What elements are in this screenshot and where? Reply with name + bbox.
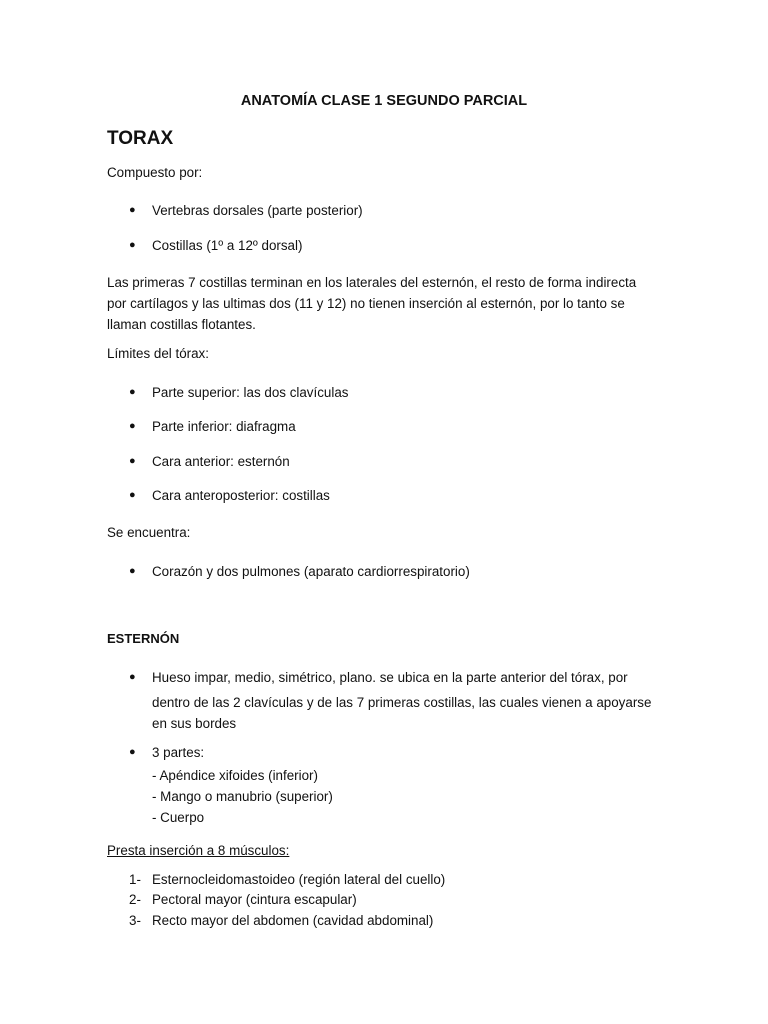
- bullet-marker: ●: [129, 671, 136, 683]
- limits-label: Límites del tórax:: [107, 346, 209, 361]
- document-title: ANATOMÍA CLASE 1 SEGUNDO PARCIAL: [240, 93, 528, 109]
- numbered-list-item: Pectoral mayor (cintura escapular): [152, 892, 357, 907]
- list-number: 1-: [129, 872, 141, 887]
- list-item: Cara anterior: esternón: [152, 454, 290, 469]
- sub-list-item: - Apéndice xifoides (inferior): [152, 768, 318, 783]
- sub-list-item: - Cuerpo: [152, 810, 205, 825]
- list-item: Hueso impar, medio, simétrico, plano. se ubica en la parte anterior del tórax, por: [152, 670, 628, 685]
- paragraph-line: Las primeras 7 costillas terminan en los laterales del esternón, el resto de forma indirecta: [107, 275, 637, 290]
- list-item: Parte superior: las dos clavículas: [152, 385, 349, 400]
- paragraph-line: por cartílagos y las ultimas dos (11 y 12) no tienen inserción al esternón, por lo tanto se: [107, 296, 625, 311]
- contents-label: Se encuentra:: [107, 525, 191, 540]
- list-item: Corazón y dos pulmones (aparato cardiorrespiratorio): [152, 564, 470, 579]
- muscles-label: Presta inserción a 8 músculos:: [107, 843, 290, 858]
- section-heading-torax: TORAX: [107, 128, 174, 149]
- list-number: 2-: [129, 892, 141, 907]
- list-item: Vertebras dorsales (parte posterior): [152, 203, 363, 218]
- bullet-marker: ●: [129, 386, 136, 398]
- numbered-list-item: Recto mayor del abdomen (cavidad abdominal): [152, 913, 434, 928]
- list-item: Parte inferior: diafragma: [152, 419, 296, 434]
- list-item: Costillas (1º a 12º dorsal): [152, 238, 303, 253]
- bullet-marker: ●: [129, 239, 136, 251]
- list-number: 3-: [129, 913, 141, 928]
- bullet-marker: ●: [129, 455, 136, 467]
- bullet-marker: ●: [129, 489, 136, 501]
- section-heading-esternon: ESTERNÓN: [107, 631, 180, 646]
- bullet-marker: ●: [129, 565, 136, 577]
- bullet-marker: ●: [129, 204, 136, 216]
- numbered-list-item: Esternocleidomastoideo (región lateral del cuello): [152, 872, 446, 887]
- list-item: 3 partes:: [152, 745, 205, 760]
- bullet-marker: ●: [129, 746, 136, 758]
- list-item-continuation: en sus bordes: [152, 716, 237, 731]
- list-item-continuation: dentro de las 2 clavículas y de las 7 primeras costillas, las cuales vienen a apoyarse: [152, 695, 652, 710]
- sub-list-item: - Mango o manubrio (superior): [152, 789, 333, 804]
- paragraph-line: llaman costillas flotantes.: [107, 317, 256, 332]
- bullet-marker: ●: [129, 420, 136, 432]
- list-item: Cara anteroposterior: costillas: [152, 488, 330, 503]
- composition-intro: Compuesto por:: [107, 165, 203, 180]
